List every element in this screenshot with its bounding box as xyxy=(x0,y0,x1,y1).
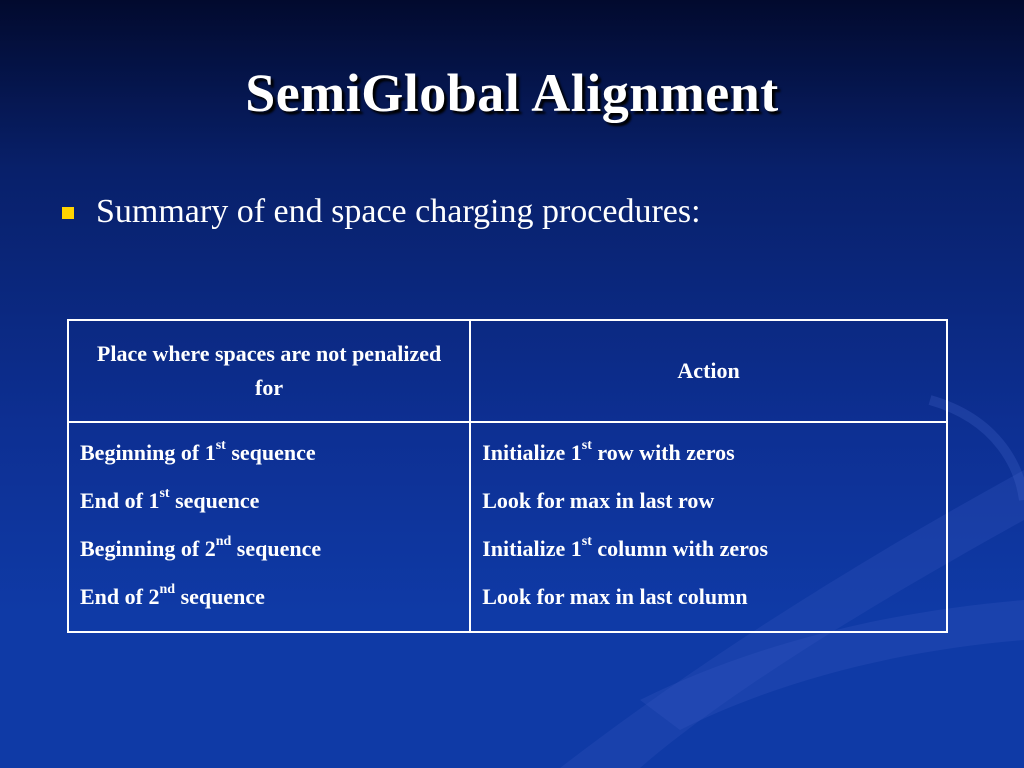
place-line: Beginning of 1st sequence xyxy=(80,437,316,465)
table-body-row xyxy=(68,422,947,632)
table-header-row xyxy=(68,320,947,422)
header-place-text: Place where spaces are not penalized for xyxy=(96,341,442,400)
place-list xyxy=(69,423,469,621)
action-line: Initialize 1st row with zeros xyxy=(482,437,735,465)
action-cell xyxy=(470,422,947,632)
place-cell xyxy=(68,422,470,632)
action-line: Initialize 1st column with zeros xyxy=(482,533,769,561)
bullet-item xyxy=(62,190,701,234)
action-line: Look for max in last row xyxy=(482,488,715,513)
slide-title: SemiGlobal Alignment xyxy=(245,63,779,123)
header-action-text: Action xyxy=(677,358,740,383)
summary-table xyxy=(67,319,948,633)
place-line: Beginning of 2nd sequence xyxy=(80,533,322,561)
place-line: End of 2nd sequence xyxy=(80,581,265,609)
bullet-text: Summary of end space charging procedures: xyxy=(96,193,701,230)
action-line: Look for max in last column xyxy=(482,584,748,609)
header-action xyxy=(470,320,947,422)
place-line: End of 1st sequence xyxy=(80,485,260,513)
action-list xyxy=(471,423,946,621)
square-bullet-icon xyxy=(62,207,74,219)
header-place xyxy=(68,320,470,422)
